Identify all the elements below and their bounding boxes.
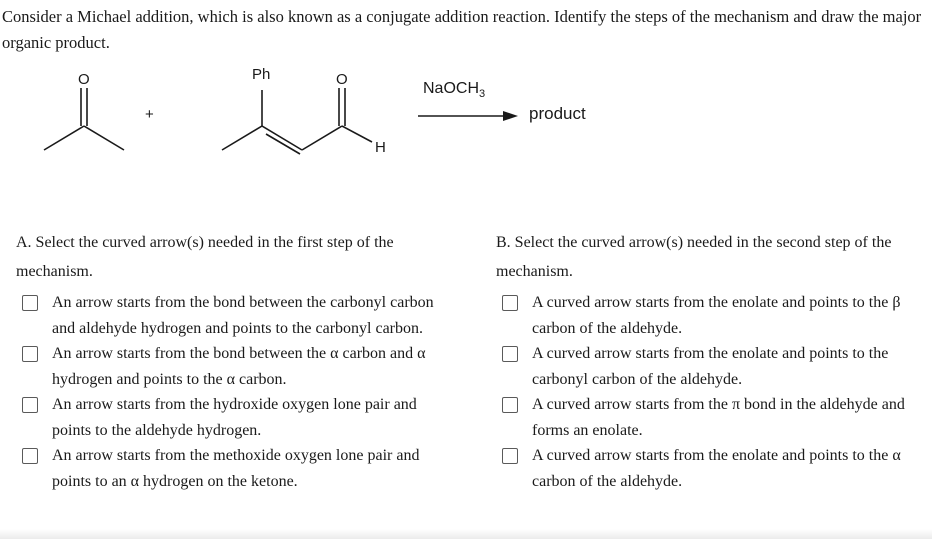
part-b-option[interactable] bbox=[496, 290, 926, 341]
phenyl-label: Ph bbox=[252, 66, 271, 83]
part-b-option-checkbox[interactable] bbox=[502, 448, 518, 464]
reaction-scheme bbox=[0, 60, 932, 170]
part-a-option[interactable] bbox=[16, 341, 456, 392]
part-b-option-checkbox[interactable] bbox=[502, 346, 518, 362]
aldehyde-hydrogen-label: H bbox=[375, 139, 386, 156]
aldehyde-structure bbox=[222, 88, 372, 154]
reaction-arrow bbox=[418, 111, 518, 121]
part-b-option[interactable] bbox=[496, 392, 926, 443]
arrow-head bbox=[503, 111, 518, 121]
part-b-option[interactable] bbox=[496, 341, 926, 392]
part-a-option[interactable] bbox=[16, 290, 456, 341]
acetone-bond-right bbox=[84, 126, 124, 150]
question-text: Consider a Michael addition, which is also known as a conjugate addition reaction. Identify the steps of the mechanism and draw the major organic product. bbox=[2, 7, 922, 52]
acetone-oxygen-label: O bbox=[78, 71, 90, 88]
part-b bbox=[496, 228, 926, 494]
part-a-option[interactable] bbox=[16, 392, 456, 443]
plus-sign: + bbox=[145, 106, 154, 123]
reaction-structures bbox=[0, 60, 932, 170]
part-a-option-label: An arrow starts from the bond between the carbonyl carbon and aldehyde hydrogen and points to the carbonyl carbon. bbox=[52, 294, 434, 337]
part-a bbox=[16, 228, 456, 494]
part-a-option-label: An arrow starts from the methoxide oxygen lone pair and points to an α hydrogen on the ketone. bbox=[52, 447, 420, 490]
part-a-option[interactable] bbox=[16, 443, 456, 494]
aldehyde-bond-h bbox=[342, 126, 372, 142]
reagent-main: NaOCH bbox=[423, 80, 480, 97]
part-a-option-label: An arrow starts from the hydroxide oxygen lone pair and points to the aldehyde hydrogen. bbox=[52, 396, 417, 439]
part-b-title: B. Select the curved arrow(s) needed in the second step of the mechanism. bbox=[496, 234, 892, 280]
acetone-bond-left bbox=[44, 126, 84, 150]
reagent-subscript: 3 bbox=[479, 88, 486, 101]
part-a-option-checkbox[interactable] bbox=[22, 295, 38, 311]
part-a-option-checkbox[interactable] bbox=[22, 448, 38, 464]
part-b-option-label: A curved arrow starts from the π bond in the aldehyde and forms an enolate. bbox=[532, 396, 905, 439]
acetone-structure bbox=[44, 88, 124, 150]
aldehyde-bond-1 bbox=[222, 126, 262, 150]
part-b-option-label: A curved arrow starts from the enolate and points to the β carbon of the aldehyde. bbox=[532, 294, 901, 337]
aldehyde-bond-2 bbox=[302, 126, 342, 150]
part-a-option-checkbox[interactable] bbox=[22, 346, 38, 362]
reagent-label bbox=[423, 80, 485, 100]
part-a-title: A. Select the curved arrow(s) needed in the first step of the mechanism. bbox=[16, 234, 394, 280]
aldehyde-oxygen-label: O bbox=[336, 71, 348, 88]
part-b-option[interactable] bbox=[496, 443, 926, 494]
part-a-option-checkbox[interactable] bbox=[22, 397, 38, 413]
aldehyde-double-bond-2 bbox=[266, 134, 300, 154]
part-b-option-label: A curved arrow starts from the enolate and points to the α carbon of the aldehyde. bbox=[532, 447, 901, 490]
aldehyde-double-bond-1 bbox=[262, 126, 302, 150]
part-a-option-label: An arrow starts from the bond between the α carbon and α hydrogen and points to the α carbon. bbox=[52, 345, 426, 388]
part-b-option-checkbox[interactable] bbox=[502, 295, 518, 311]
part-b-option-label: A curved arrow starts from the enolate and points to the carbonyl carbon of the aldehyde. bbox=[532, 345, 889, 388]
product-label: product bbox=[529, 104, 586, 123]
part-b-option-checkbox[interactable] bbox=[502, 397, 518, 413]
bottom-divider bbox=[0, 529, 932, 539]
